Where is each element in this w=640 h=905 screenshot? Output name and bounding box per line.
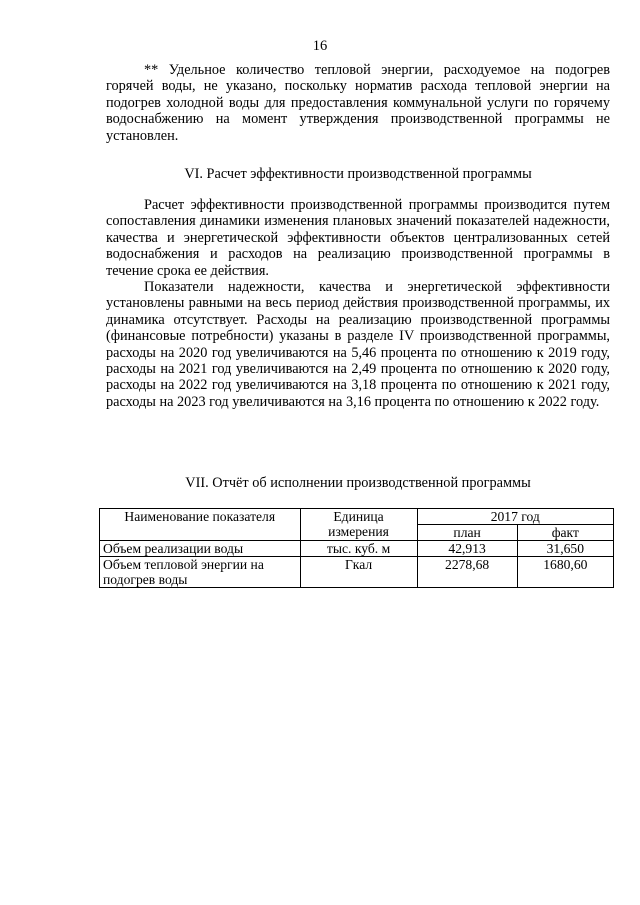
cell-unit: тыс. куб. м [300,541,417,557]
section-6-heading: VI. Расчет эффективности производственной программы [184,166,532,182]
cell-plan: 2278,68 [417,557,517,588]
program-execution-table [99,508,614,588]
section-6-body [106,197,610,410]
section-7-heading: VII. Отчёт об исполнении производственной программы [185,475,531,491]
section-6-paragraph: Показатели надежности, качества и энергетической эффективности установлены равными на весь период действия производственной программы, их динамика отсутствует. Расходы на реализацию производственной программы (финансовые потребности) указаны в разделе IV производственной программы, расходы на 2020 год увеличиваются на 5,46 процента по отношению к 2019 году, расходы на 2021 год увеличиваются на 2,49 процента по отношению к 2020 году, расходы на 2022 год увеличиваются на 3,18 процента по отношению к 2021 году, расходы на 2023 год увеличиваются на 3,16 процента по отношению к 2022 году. [106,279,610,410]
section-6-paragraph: Расчет эффективности производственной программы производится путем сопоставления динамики изменения плановых значений показателей надежности, качества и энергетической эффективности объектов централизованных сетей водоснабжения и расходов на реализацию производственной программы в течение срока ее действия. [106,197,610,279]
header-unit: Единица измерения [300,509,417,541]
cell-indicator: Объем тепловой энергии на подогрев воды [100,557,301,588]
footnote-text: ** Удельное количество тепловой энергии, расходуемое на подогрев горячей воды, не указано, поскольку норматив расхода тепловой энергии на подогрев холодной воды для предоставления коммунальной услуги по горячему водоснабжению на момент утверждения производственной программы не установлен. [106,62,610,144]
header-plan: план [417,525,517,541]
cell-plan: 42,913 [417,541,517,557]
table-header-row [100,509,614,525]
cell-fact: 1680,60 [517,557,613,588]
header-fact: факт [517,525,613,541]
table-row [100,541,614,557]
header-year: 2017 год [417,509,613,525]
header-indicator: Наименование показателя [100,509,301,541]
table-row [100,557,614,588]
cell-indicator: Объем реализации воды [100,541,301,557]
page-number: 16 [312,38,328,54]
cell-fact: 31,650 [517,541,613,557]
cell-unit: Гкал [300,557,417,588]
footnote [106,62,610,144]
